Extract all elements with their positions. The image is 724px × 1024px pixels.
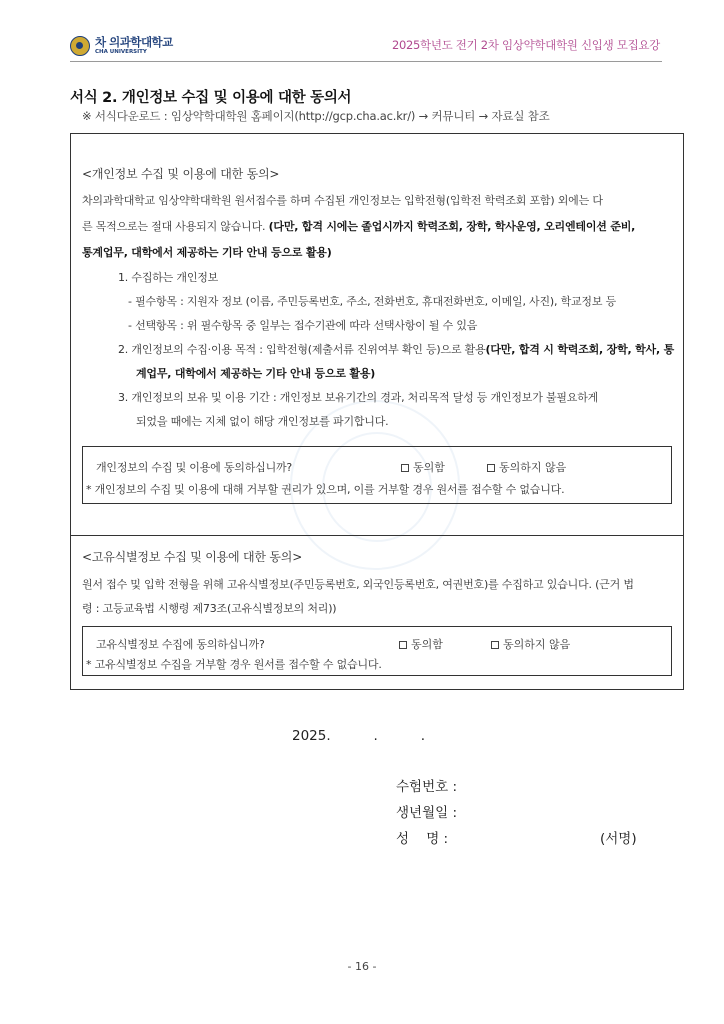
university-logo (70, 34, 173, 58)
birth-date-label: 생년월일 : (396, 805, 458, 821)
unique-id-disagree-label: 동의하지 않음 (503, 638, 571, 651)
item3-line1: 3. 개인정보의 보유 및 이용 기간 : 개인정보 보유기간의 경과, 처리목적 달성 등 개인정보가 불필요하게 (118, 391, 599, 404)
form-title: 서식 2. 개인정보 수집 및 이용에 대한 동의서 (70, 90, 352, 106)
privacy-consent-note: * 개인정보의 수집 및 이용에 대해 거부할 권리가 있으며, 이를 거부할 경우 원서를 접수할 수 없습니다. (86, 483, 565, 496)
section1-intro-line2-plain: 른 목적으로는 절대 사용되지 않습니다. (82, 220, 269, 233)
section1-intro-line2-bold: (다만, 합격 시에는 졸업시까지 학력조회, 장학, 학사운영, 오리엔테이션 준비, (268, 220, 636, 233)
item1-title: 1. 수집하는 개인정보 (118, 271, 219, 284)
unique-id-consent-note: * 고유식별정보 수집을 거부할 경우 원서를 접수할 수 없습니다. (86, 658, 382, 671)
item3-line2: 되었을 때에는 지체 없이 해당 개인정보를 파기합니다. (136, 415, 389, 428)
header-divider (70, 61, 662, 62)
signature-mark-label: (서명) (600, 831, 637, 847)
page-number: - 16 - (347, 960, 377, 973)
section1-intro-line1: 차의과학대학교 임상약학대학원 원서접수를 하며 수집된 개인정보는 입학전형(입학전 학력조회 포함) 외에는 다 (82, 194, 603, 207)
section1-heading: <개인정보 수집 및 이용에 대한 동의> (82, 167, 280, 181)
privacy-disagree-checkbox[interactable] (487, 464, 495, 472)
download-note: ※ 서식다운로드 : 임상약학대학원 홈페이지(http://gcp.cha.ac.kr/) → 커뮤니티 → 자료실 참조 (82, 109, 550, 123)
section2-heading: <고유식별정보 수집 및 이용에 대한 동의> (82, 550, 303, 564)
exam-number-label: 수험번호 : (396, 779, 458, 795)
privacy-agree-label: 동의함 (413, 461, 445, 474)
logo-english-text: CHA UNIVERSITY (95, 48, 147, 55)
unique-id-disagree-checkbox[interactable] (491, 641, 499, 649)
header-title: 2025학년도 전기 2차 임상약학대학원 신입생 모집요강 (391, 38, 660, 52)
section1-intro-line3: 통계업무, 대학에서 제공하는 기타 안내 등으로 활용) (82, 246, 332, 259)
privacy-agree-checkbox[interactable] (401, 464, 409, 472)
privacy-disagree-label: 동의하지 않음 (499, 461, 567, 474)
logo-korean-text: 차 의과학대학교 (95, 35, 173, 49)
privacy-disagree-option[interactable] (487, 459, 566, 475)
section2-body-line2: 령 : 고등교육법 시행령 제73조(고유식별정보의 처리)) (82, 602, 337, 615)
signature-date: 2025. . . (292, 728, 426, 744)
item1-optional: - 선택항목 : 위 필수항목 중 일부는 접수기관에 따라 선택사항이 될 수 있음 (128, 319, 478, 332)
university-emblem-icon (70, 36, 90, 56)
section2-body-line1: 원서 접수 및 입학 전형을 위해 고유식별정보(주민등록번호, 외국인등록번호, 여권번호)를 수집하고 있습니다. (근거 법 (82, 578, 634, 591)
unique-id-agree-checkbox[interactable] (399, 641, 407, 649)
name-label: 성 명 : (396, 831, 449, 847)
privacy-agree-option[interactable] (401, 459, 445, 475)
unique-id-agree-label: 동의함 (411, 638, 443, 651)
item2-line1 (118, 341, 674, 357)
item2-line2: 계업무, 대학에서 제공하는 기타 안내 등으로 활용) (136, 367, 376, 380)
unique-id-consent-question: 고유식별정보 수집에 동의하십니까? (96, 638, 265, 651)
item1-required: - 필수항목 : 지원자 정보 (이름, 주민등록번호, 주소, 전화번호, 휴대전화번호, 이메일, 사진), 학교정보 등 (128, 295, 617, 308)
privacy-consent-question: 개인정보의 수집 및 이용에 동의하십니까? (96, 461, 293, 474)
item2-bold: (다만, 합격 시 학력조회, 장학, 학사, 통 (485, 343, 675, 356)
unique-id-disagree-option[interactable] (491, 636, 570, 652)
section1-intro-line2 (82, 218, 635, 234)
section-divider (70, 535, 684, 536)
item2-plain: 2. 개인정보의 수집·이용 목적 : 입학전형(제출서류 진위여부 확인 등)으로 활용 (118, 343, 486, 356)
unique-id-agree-option[interactable] (399, 636, 443, 652)
